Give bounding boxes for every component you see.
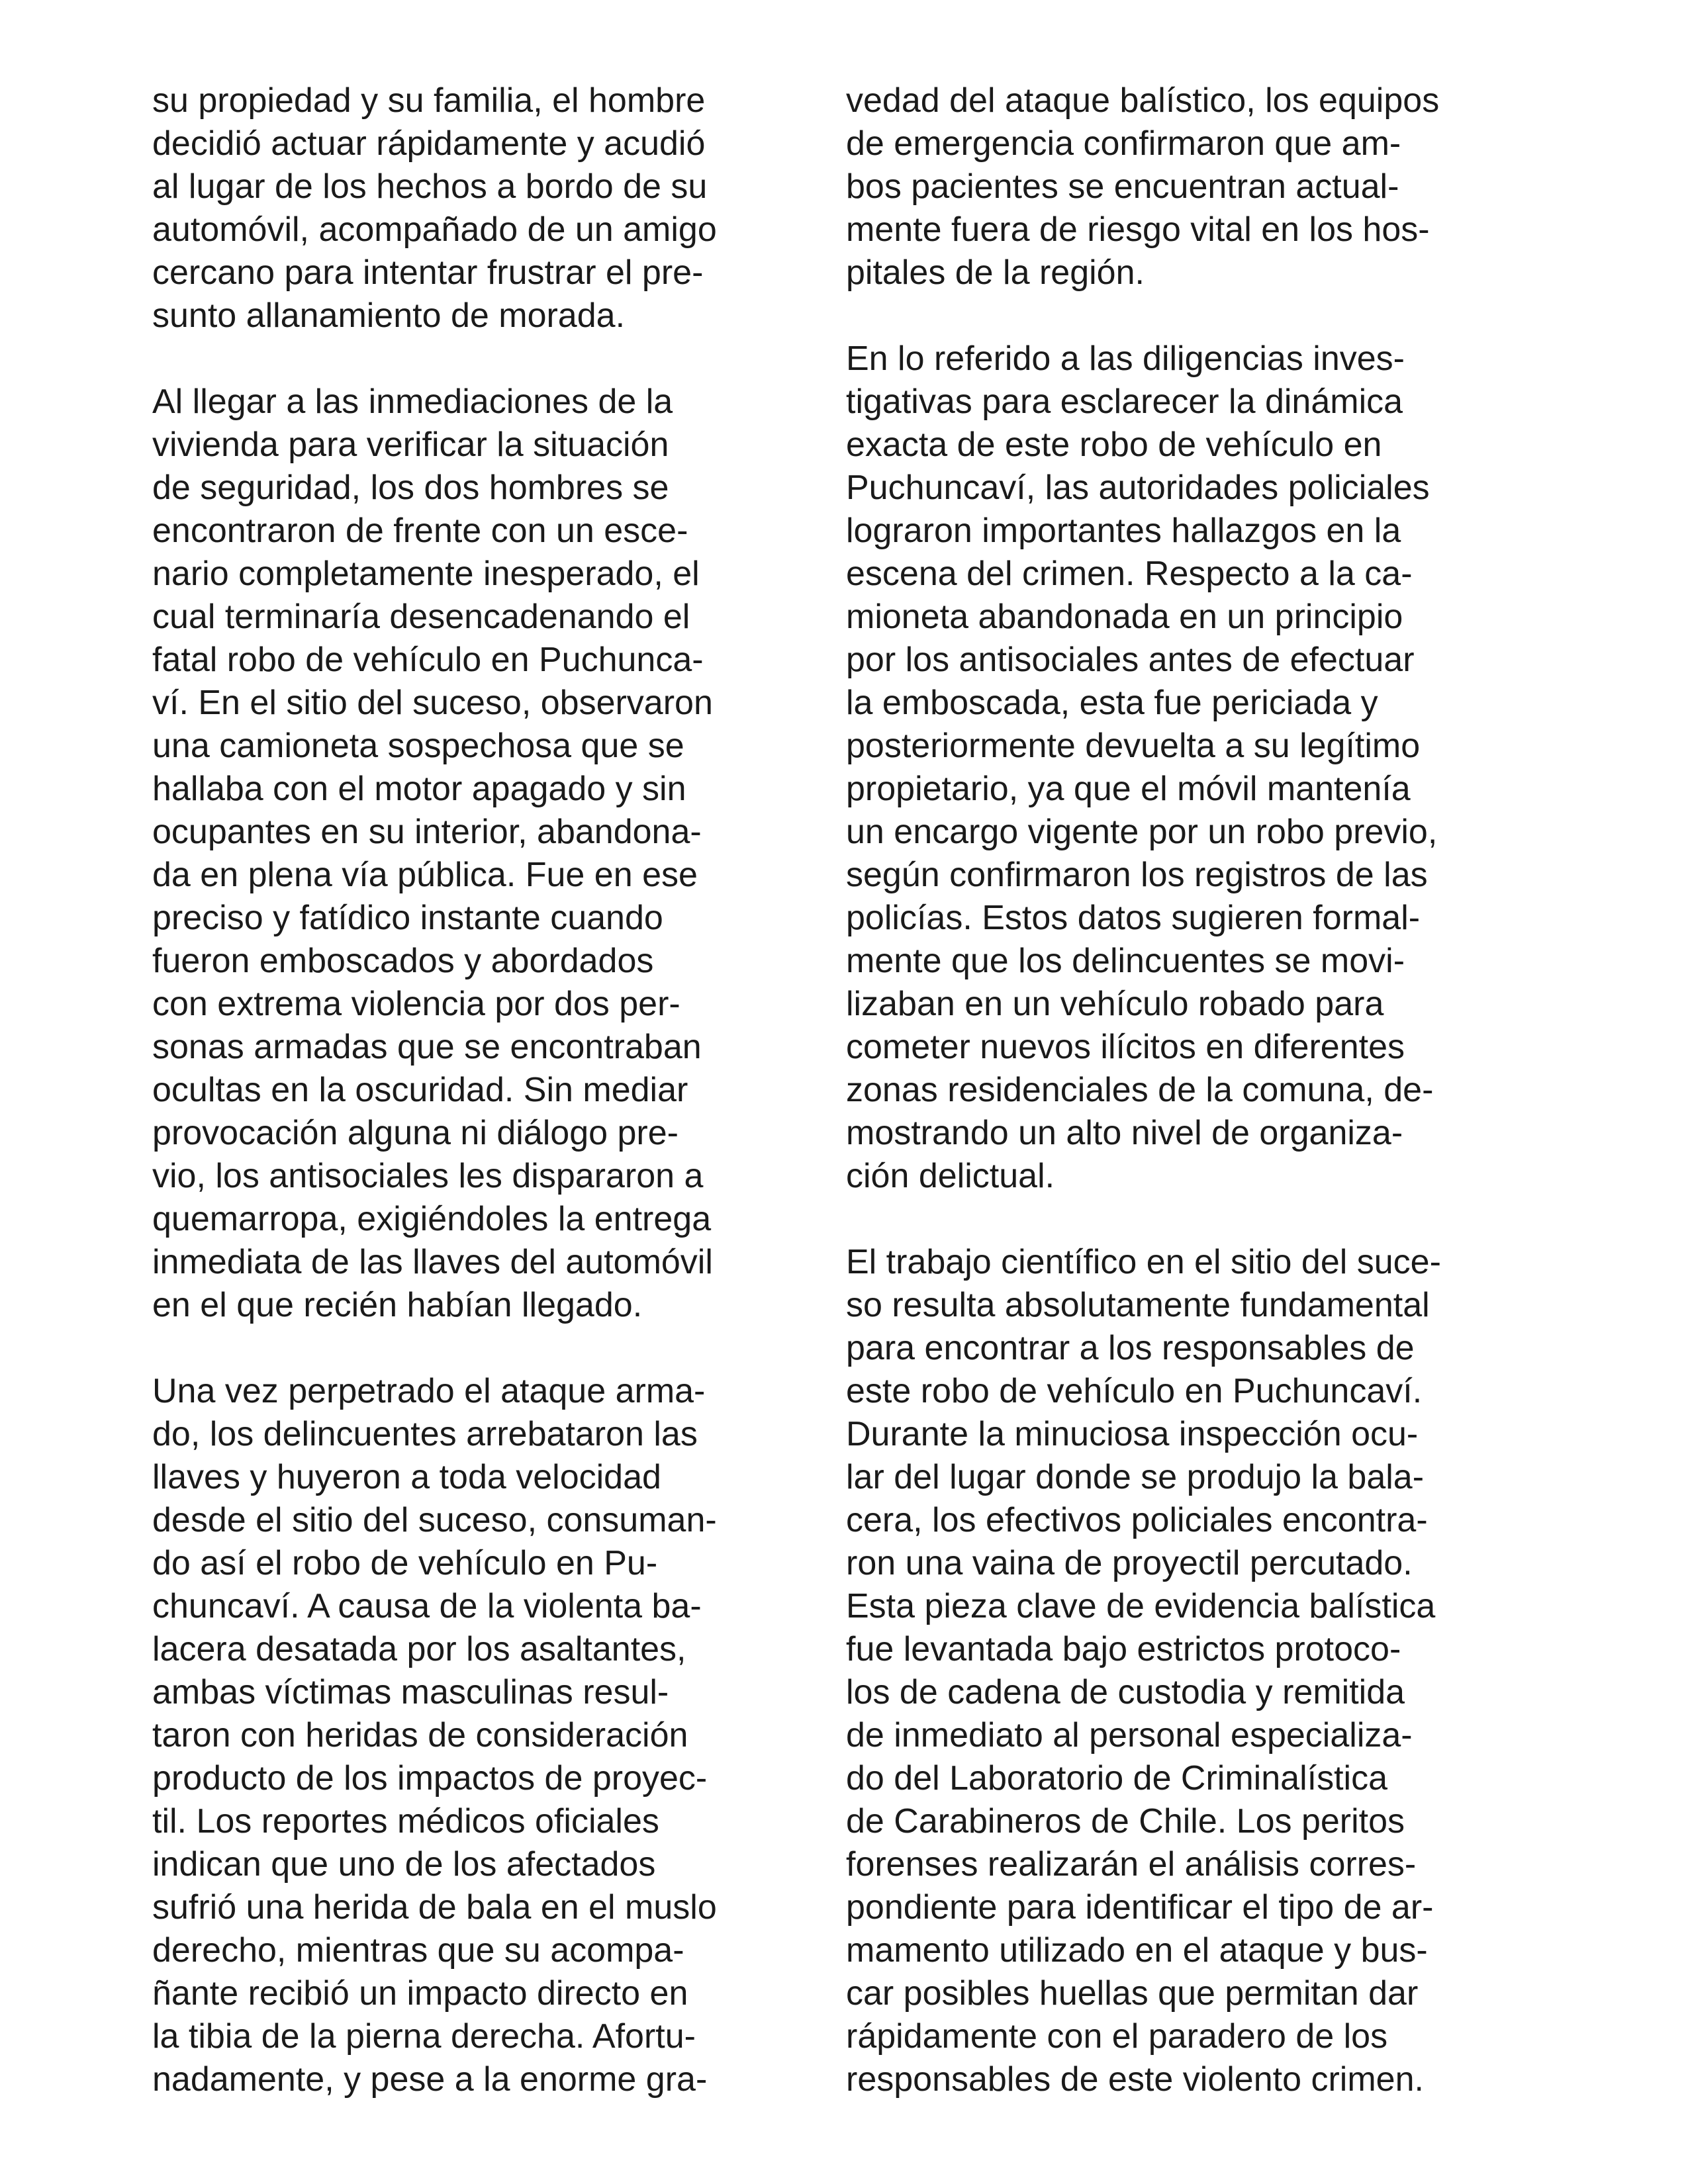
text-line: zonas residenciales de la comuna, de- (846, 1071, 1434, 1109)
text-line: posteriormente devuelta a su legítimo (846, 727, 1421, 765)
text-line: un encargo vigente por un robo previo, (846, 813, 1438, 851)
text-line: encontraron de frente con un esce- (152, 512, 688, 550)
text-line: ocultas en la oscuridad. Sin mediar (152, 1071, 688, 1109)
text-line: fue levantada bajo estrictos protoco- (846, 1630, 1401, 1668)
text-line: de Carabineros de Chile. Los peritos (846, 1802, 1405, 1841)
text-line: producto de los impactos de proyec- (152, 1759, 708, 1797)
text-line: mente fuera de riesgo vital en los hos- (846, 210, 1430, 249)
text-line: desde el sitio del suceso, consuman- (152, 1501, 717, 1539)
text-line: la tibia de la pierna derecha. Afortu- (152, 2017, 696, 2056)
text-line: ción delictual. (846, 1157, 1055, 1195)
text-line: derecho, mientras que su acompa- (152, 1931, 684, 1970)
text-line: responsables de este violento crimen. (846, 2060, 1424, 2099)
text-line: de inmediato al personal especializa- (846, 1716, 1413, 1754)
text-line: lizaban en un vehículo robado para (846, 985, 1384, 1023)
text-line: mostrando un alto nivel de organiza- (846, 1114, 1403, 1152)
right-column (846, 79, 1548, 2144)
text-line: cometer nuevos ilícitos en diferentes (846, 1028, 1405, 1066)
text-line: automóvil, acompañado de un amigo (152, 210, 717, 249)
text-line: cercano para intentar frustrar el pre- (152, 253, 704, 292)
text-line: con extrema violencia por dos per- (152, 985, 680, 1023)
text-line: Esta pieza clave de evidencia balística (846, 1587, 1436, 1625)
text-line: pitales de la región. (846, 253, 1145, 292)
text-line: vedad del ataque balístico, los equipos (846, 81, 1440, 120)
text-line: forenses realizarán el análisis corres- (846, 1845, 1417, 1884)
text-line: preciso y fatídico instante cuando (152, 899, 663, 937)
text-line: en el que recién habían llegado. (152, 1286, 643, 1324)
text-line: tigativas para esclarecer la dinámica (846, 383, 1403, 421)
text-line: decidió actuar rápidamente y acudió (152, 124, 706, 163)
text-line: llaves y huyeron a toda velocidad (152, 1458, 661, 1496)
text-line: provocación alguna ni diálogo pre- (152, 1114, 679, 1152)
text-line: ron una vaina de proyectil percutado. (846, 1544, 1413, 1582)
text-line: lar del lugar donde se produjo la bala- (846, 1458, 1425, 1496)
text-line: til. Los reportes médicos oficiales (152, 1802, 659, 1841)
text-line: sonas armadas que se encontraban (152, 1028, 702, 1066)
text-line: bos pacientes se encuentran actual- (846, 167, 1399, 206)
text-line: una camioneta sospechosa que se (152, 727, 684, 765)
paragraph (846, 338, 1548, 1198)
text-line: su propiedad y su familia, el hombre (152, 81, 706, 120)
text-line: En lo referido a las diligencias inves- (846, 340, 1405, 378)
text-line: mente que los delincuentes se movi- (846, 942, 1405, 980)
text-line: vio, los antisociales les dispararon a (152, 1157, 704, 1195)
text-line: hallaba con el motor apagado y sin (152, 770, 686, 808)
text-line: Durante la minuciosa inspección ocu- (846, 1415, 1419, 1453)
text-line: quemarropa, exigiéndoles la entrega (152, 1200, 712, 1238)
text-line: chuncaví. A causa de la violenta ba- (152, 1587, 702, 1625)
text-line: exacta de este robo de vehículo en (846, 426, 1382, 464)
text-line: los de cadena de custodia y remitida (846, 1673, 1405, 1711)
text-line: cual terminaría desencadenando el (152, 598, 690, 636)
text-line: policías. Estos datos sugieren formal- (846, 899, 1421, 937)
text-line: mamento utilizado en el ataque y bus- (846, 1931, 1428, 1970)
text-line: cera, los efectivos policiales encontra- (846, 1501, 1428, 1539)
paragraph (152, 79, 834, 338)
text-line: do así el robo de vehículo en Pu- (152, 1544, 658, 1582)
paragraph (846, 1241, 1548, 2101)
paragraph (152, 381, 834, 1327)
text-line: car posibles huellas que permitan dar (846, 1974, 1419, 2013)
text-line: ambas víctimas masculinas resul- (152, 1673, 669, 1711)
text-line: de seguridad, los dos hombres se (152, 469, 669, 507)
text-line: do, los delincuentes arrebataron las (152, 1415, 698, 1453)
text-line: según confirmaron los registros de las (846, 856, 1428, 894)
text-line: propietario, ya que el móvil mantenía (846, 770, 1411, 808)
text-line: al lugar de los hechos a bordo de su (152, 167, 708, 206)
text-line: ví. En el sitio del suceso, observaron (152, 684, 713, 722)
text-line: El trabajo científico en el sitio del suce- (846, 1243, 1441, 1281)
text-line: taron con heridas de consideración (152, 1716, 688, 1754)
paragraph (846, 79, 1548, 295)
text-line: por los antisociales antes de efectuar (846, 641, 1415, 679)
text-line: rápidamente con el paradero de los (846, 2017, 1388, 2056)
text-line: la emboscada, esta fue periciada y (846, 684, 1378, 722)
text-line: ñante recibió un impacto directo en (152, 1974, 688, 2013)
text-line: mioneta abandonada en un principio (846, 598, 1403, 636)
text-line: nadamente, y pese a la enorme gra- (152, 2060, 708, 2099)
text-line: sunto allanamiento de morada. (152, 296, 626, 335)
text-line: escena del crimen. Respecto a la ca- (846, 555, 1413, 593)
text-line: Puchuncaví, las autoridades policiales (846, 469, 1430, 507)
text-line: inmediata de las llaves del automóvil (152, 1243, 713, 1281)
text-line: fatal robo de vehículo en Puchunca- (152, 641, 704, 679)
text-line: so resulta absolutamente fundamental (846, 1286, 1430, 1324)
text-line: lograron importantes hallazgos en la (846, 512, 1401, 550)
text-line: da en plena vía pública. Fue en ese (152, 856, 698, 894)
text-line: fueron emboscados y abordados (152, 942, 654, 980)
text-line: vivienda para verificar la situación (152, 426, 669, 464)
text-line: do del Laboratorio de Criminalística (846, 1759, 1387, 1797)
text-line: para encontrar a los responsables de (846, 1329, 1415, 1367)
paragraph (152, 1370, 834, 2101)
text-line: indican que uno de los afectados (152, 1845, 656, 1884)
left-column (152, 79, 834, 2144)
text-line: Una vez perpetrado el ataque arma- (152, 1372, 706, 1410)
text-line: Al llegar a las inmediaciones de la (152, 383, 673, 421)
text-line: lacera desatada por los asaltantes, (152, 1630, 686, 1668)
text-line: este robo de vehículo en Puchuncaví. (846, 1372, 1423, 1410)
text-line: de emergencia confirmaron que am- (846, 124, 1401, 163)
text-line: nario completamente inesperado, el (152, 555, 700, 593)
text-line: sufrió una herida de bala en el muslo (152, 1888, 717, 1927)
text-line: pondiente para identificar el tipo de ar- (846, 1888, 1434, 1927)
text-line: ocupantes en su interior, abandona- (152, 813, 702, 851)
